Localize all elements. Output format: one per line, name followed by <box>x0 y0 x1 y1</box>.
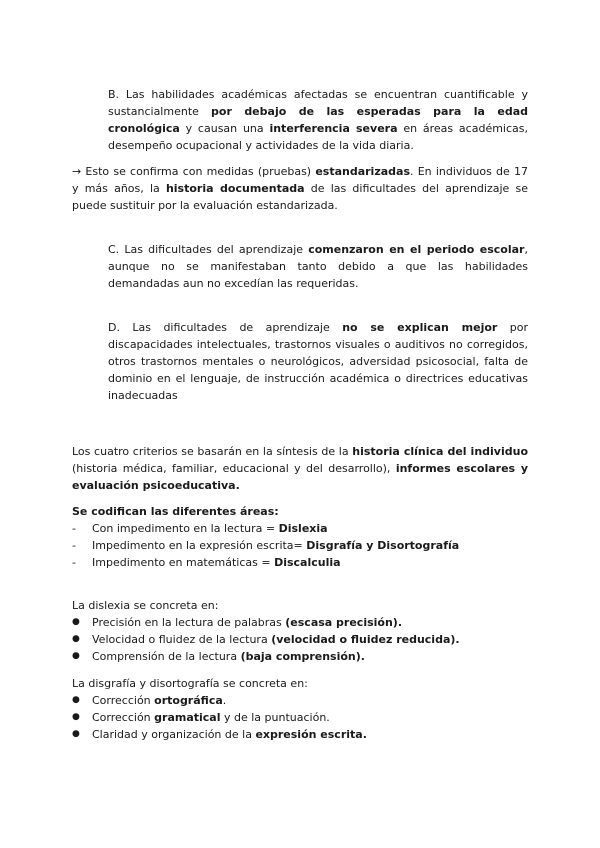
dislexia-section <box>72 597 528 665</box>
item-bold: Disgrafía y Disortografía <box>306 539 460 552</box>
list-item <box>72 648 528 665</box>
item-bold: Dislexia <box>278 522 328 535</box>
areas-list <box>72 520 528 571</box>
summary-text: Los cuatro criterios se basarán en la síntesis de la <box>72 445 353 458</box>
disgrafia-list <box>72 692 528 743</box>
item-bold: Discalculia <box>274 556 341 569</box>
criterion-c <box>108 241 528 292</box>
item-text: Velocidad o fluidez de la lectura <box>92 633 272 646</box>
criterion-c-text-2: , aunque no se manifestaban tanto debido a que las habilidades demandadas aun no excedían las requeridas. <box>108 243 528 290</box>
item-bold: (velocidad o fluidez reducida). <box>271 633 460 646</box>
item-text: Corrección <box>92 694 155 707</box>
list-item <box>72 537 528 554</box>
list-item <box>72 520 528 537</box>
item-bold: (escasa precisión). <box>285 616 403 629</box>
note-text: → Esto se confirma con medidas (pruebas) <box>72 165 316 178</box>
item-text: Con impedimento en la lectura = <box>92 522 279 535</box>
note-text-3: de las dificultades del aprendizaje se puede sustituir por la evaluación estandarizada. <box>72 182 528 212</box>
criterion-c-text: C. Las dificultades del aprendizaje <box>108 243 309 256</box>
criterion-d <box>108 319 528 404</box>
item-text: Comprensión de la lectura <box>92 650 241 663</box>
criterion-b-bold: por debajo de las esperadas para la edad cronológica <box>108 105 528 135</box>
criterion-d-text-2: por discapacidades intelectuales, trastornos visuales o auditivos no corregidos, otros trastornos mentales o neurológicos, adversidad psicosocial, falta de dominio en el lenguaje, de instrucción académica o directrices educativas inadecuadas <box>108 321 528 402</box>
item-bold: (baja comprensión). <box>240 650 365 663</box>
item-text: Impedimento en la expresión escrita= <box>92 539 307 552</box>
note-bold: estandarizadas <box>315 165 410 178</box>
dislexia-heading: La dislexia se concreta en: <box>72 599 219 612</box>
item-text: Claridad y organización de la <box>92 728 256 741</box>
disgrafia-section <box>72 675 528 743</box>
item-text-after: y de la puntuación. <box>220 711 330 724</box>
summary-text-2: (historia médica, familiar, educacional y del desarrollo), <box>72 462 396 475</box>
criterion-d-bold: no se explican mejor <box>342 321 498 334</box>
item-text: Impedimento en matemáticas = <box>92 556 275 569</box>
list-item <box>72 709 528 726</box>
criterion-b <box>108 86 528 154</box>
criterion-b-text-3: en áreas académicas, desempeño ocupacional y actividades de la vida diaria. <box>108 122 529 152</box>
item-text-after: . <box>222 694 227 707</box>
areas-heading: Se codifican las diferentes áreas: <box>72 505 279 518</box>
item-text: Corrección <box>92 711 155 724</box>
criterion-b-text: B. Las habilidades académicas afectadas se encuentran cuantificable y sustancialmente <box>108 88 528 118</box>
areas-section <box>72 503 528 571</box>
disgrafia-heading: La disgrafía y disortografía se concreta en: <box>72 677 308 690</box>
summary-bold-2: informes escolares y evaluación psicoeducativa. <box>72 462 528 492</box>
note-text-2: . En individuos de 17 y más años, la <box>72 165 529 195</box>
list-item <box>72 692 528 709</box>
dislexia-list <box>72 614 528 665</box>
criterion-c-bold: comenzaron en el periodo escolar <box>308 243 525 256</box>
list-item <box>72 554 528 571</box>
note-bold-2: historia documentada <box>165 182 305 195</box>
list-item <box>72 614 528 631</box>
item-text: Precisión en la lectura de palabras <box>92 616 286 629</box>
criterion-b-bold-2: interferencia severa <box>269 122 398 135</box>
standardized-note <box>72 163 528 214</box>
list-item <box>72 726 528 743</box>
item-bold: gramatical <box>154 711 221 724</box>
criteria-summary <box>72 443 528 494</box>
item-bold: ortográfica <box>154 694 223 707</box>
criterion-b-text-2: y causan una <box>179 122 270 135</box>
criterion-d-text: D. Las dificultades de aprendizaje <box>108 321 343 334</box>
list-item <box>72 631 528 648</box>
item-bold: expresión escrita. <box>255 728 367 741</box>
summary-bold: historia clínica del individuo <box>352 445 529 458</box>
